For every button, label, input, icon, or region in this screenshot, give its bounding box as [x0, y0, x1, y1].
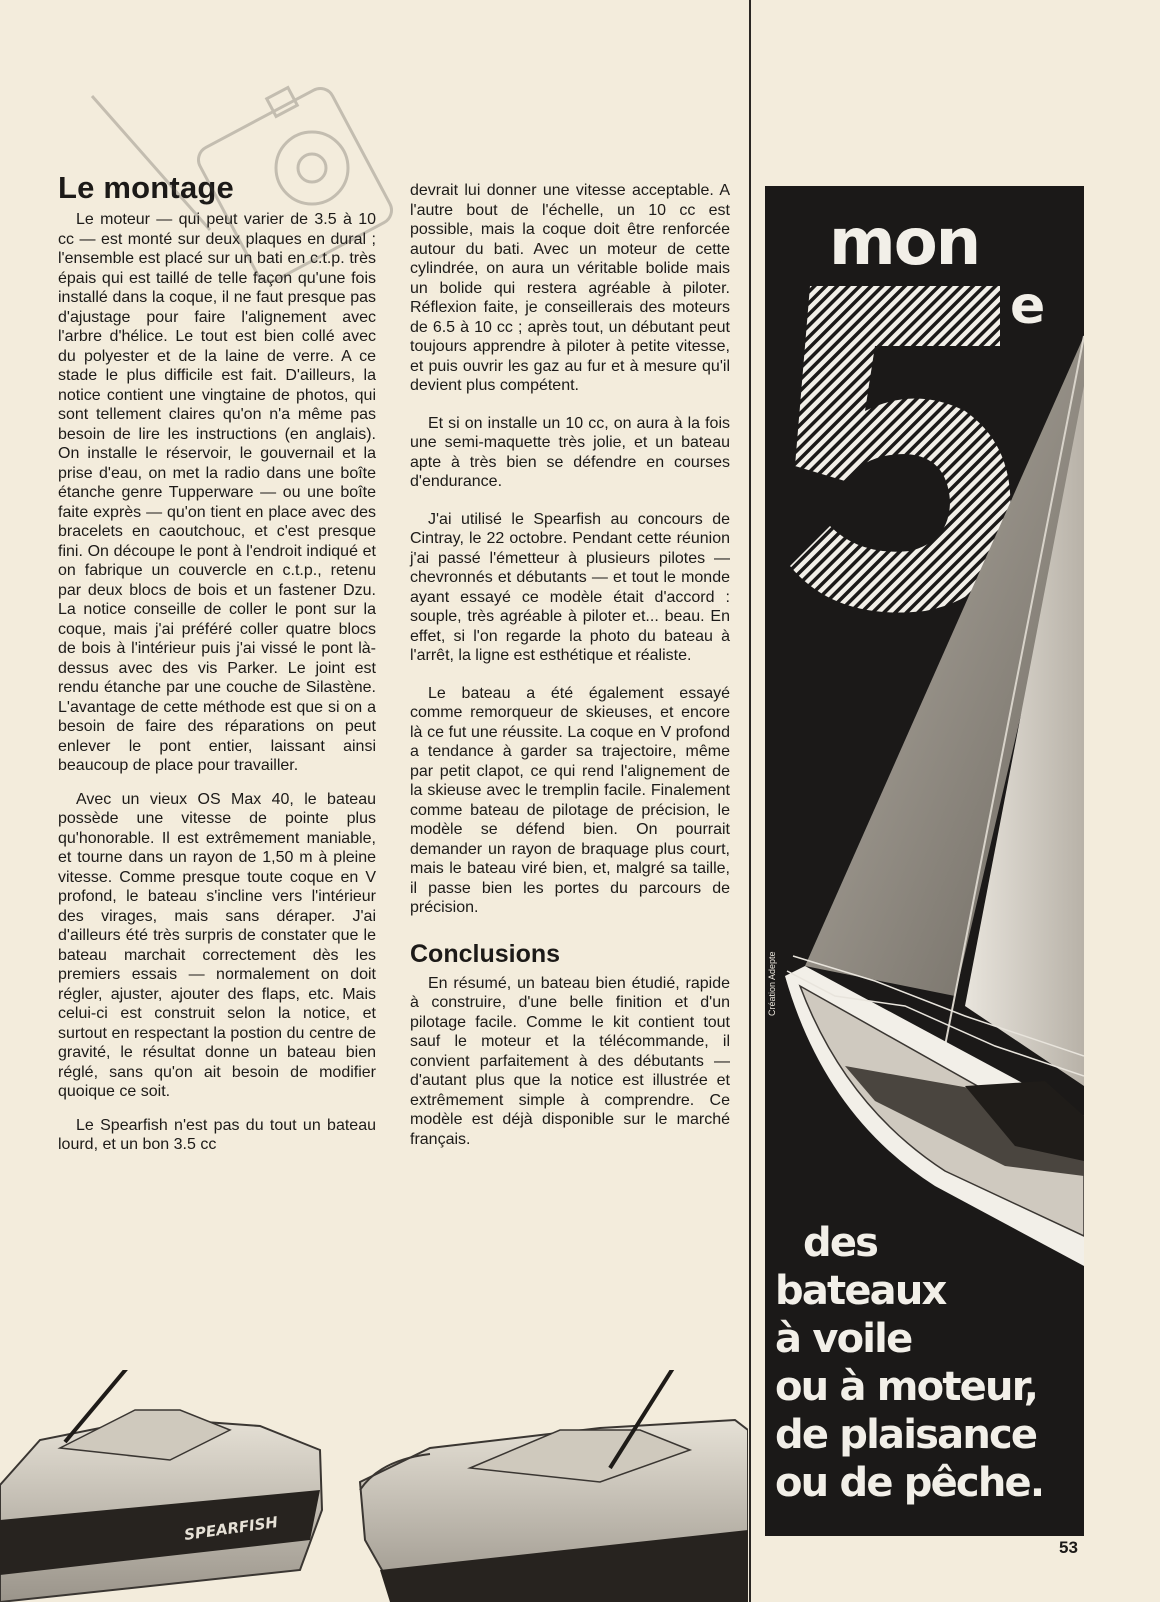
paragraph: Le bateau a été également essayé comme remorqueur de skieuses, et encore là ce fut une réussite. La coque en V profond a tendance à garder sa trajectoire, même par petit clapot, ce qui rend l'alignement de la skieuse avec le tremplin facile. Finalement comme bateau de pilotage de précision, le modèle se défend bien. On pourrait demander un rayon de braquage plus court, mais le bateau viré bien, et, malgré sa taille, il passe bien les portes du parcours de précision. [410, 684, 730, 916]
boat-name-label: SPEARFISH [183, 1512, 280, 1544]
ad-headline-mon: mon [829, 206, 980, 280]
ad-tagline-line: ou de pêche. [775, 1460, 1044, 1506]
sailboat-illustration [765, 186, 1084, 1286]
paragraph: Et si on installe un 10 cc, on aura à la fois une semi-maquette très jolie, et un bateau apte à très bien se défendre en courses d'endurance. [410, 414, 730, 490]
ad-tagline-line: bateaux [775, 1268, 946, 1314]
paragraph: Le moteur — qui peut varier de 3.5 à 10 cc — est monté sur deux plaques en dural ; l'ensemble est placé sur un bati en c.t.p. très épais qui est taillé de telle façon qu'une fois installé dans la coque, il ne faut presque pas d'ajustage pour faire l'alignement avec l'arbre d'hélice. Le tout est bien collé avec du polyester et de la laine de verre. A ce stade le plus difficile est fait. D'ailleurs, la notice contient une vingtaine de photos, qui sont tellement claires qu'on n'a même pas besoin de lire les instructions (en anglais). On installe le réservoir, le gouvernail et la prise d'eau, on met la radio dans une boîte étanche genre Tupperware — ou une boîte faite exprès — qu'on tient en place avec des bracelets en caoutchouc, et c'est presque fini. On découpe le pont à l'endroit indiqué et on fabrique un couvercle en c.t.p., retenu par deux blocs de bois et un fastener Dzu. La notice conseille de coller le pont sur la coque, mais j'ai préféré coller quatre blocs de bois à l'intérieur puis j'ai vissé le pont là-dessus avec des vis Parker. Le joint est rendu étanche par une couche de Silastène. L'avantage de cette méthode est que si on a besoin de faire des réparations on peut enlever le pont entier, laissant ainsi beaucoup de place pour travailler. [58, 211, 376, 774]
column-divider [749, 0, 751, 1602]
section-heading-conclusions: Conclusions [410, 939, 561, 968]
ad-tagline-line: ou à moteur, [775, 1364, 1038, 1410]
paragraph: En résumé, un bateau bien étudié, rapide à construire, d'une belle finition et d'un pilotage facile. Comme le kit contient tout sauf le moteur et la télécommande, il convient parfaitement à des débutants — d'autant plus que la notice est illustrée et extrêmement simple à comprendre. Ce modèle est déjà disponible sur le marché français. [410, 974, 730, 1148]
advertisement [765, 186, 1084, 1536]
section-heading-montage: Le montage [58, 170, 234, 205]
paragraph: Avec un vieux OS Max 40, le bateau possède une vitesse de pointe plus qu'honorable. Il est extrêmement maniable, et tourne dans un rayon de 1,50 m à pleine vitesse. Comme presque toute coque en V profond, le bateau s'incline vers l'intérieur des virages, mais sans déraper. J'ai d'ailleurs été très surpris de constater que le bateau marchait correctement dès les premiers essais — normalement on doit régler, ajuster, ajouter des flaps, etc. Mais celui-ci est construit selon la notice, et surtout en respectant la postion du centre de gravité, le résultat donne un bateau bien réglé, sans qu'on ait besoin de modifier quoique ce soit. [58, 790, 376, 1100]
ad-tagline [775, 1219, 1080, 1507]
article-column-right [410, 181, 730, 1167]
article-column-left [58, 168, 376, 1169]
ad-credit: Création Adepte [767, 951, 777, 1016]
paragraph: Le Spearfish n'est pas du tout un bateau lourd, et un bon 3.5 cc [58, 1116, 376, 1153]
paragraph: J'ai utilisé le Spearfish au concours de Cintray, le 22 octobre. Pendant cette réunion j'ai passé l'émetteur à plusieurs pilotes — chevronnés et débutants — et tout le monde ayant essayé ce modèle était d'accord : souple, très agréable à piloter et... beau. En effet, si l'on regarde la photo du bateau à l'arrêt, la ligne est esthétique et réaliste. [410, 510, 730, 664]
page-number: 53 [1059, 1538, 1078, 1557]
paragraph: devrait lui donner une vitesse acceptable. A l'autre bout de l'échelle, un 10 cc est possible, mais la coque doit être renforcée autour du bati. Avec un moteur de cette cylindrée, on aura un véritable bolide mais un bolide qui restera agréable à piloter. Réflexion faite, je conseillerais des moteurs de 6.5 à 10 cc ; après tout, un débutant peut toujours apprendre à piloter à petite vitesse, et puis ouvrir les gaz au fur et à mesure qu'il devient plus compétent. [410, 182, 730, 394]
ad-headline-superscript: e [1010, 276, 1046, 336]
ad-tagline-line: à voile [775, 1316, 912, 1362]
ad-tagline-line: de plaisance [775, 1412, 1037, 1458]
spearfish-boat-photo [0, 1370, 748, 1602]
ad-tagline-line: des [803, 1220, 878, 1266]
